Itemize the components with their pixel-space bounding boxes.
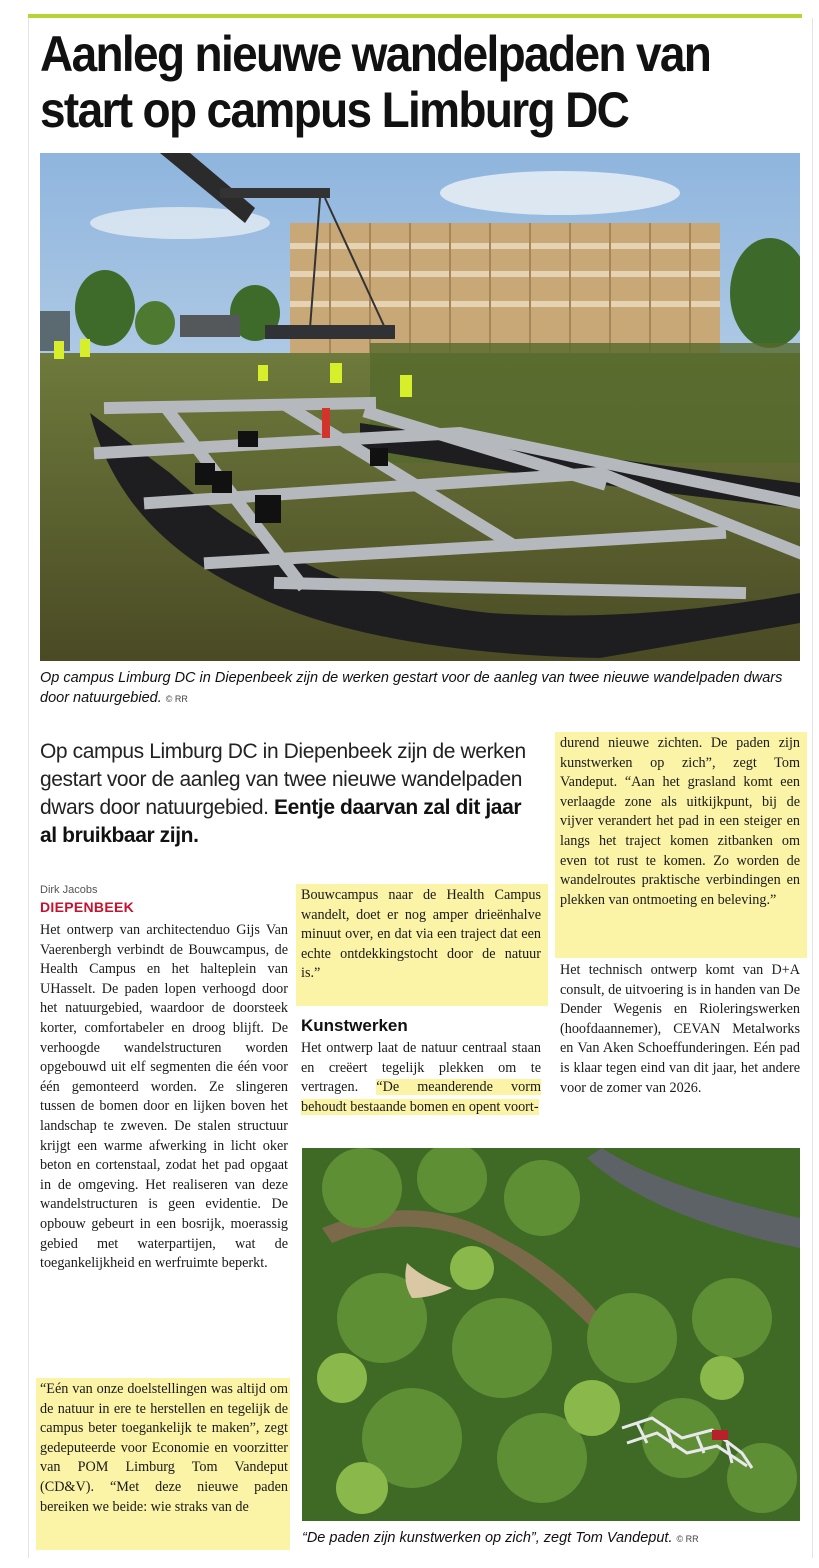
intro-paragraph xyxy=(40,738,540,850)
intro-bold-text: Eentje daarvan zal dit jaar al bruikbaar zijn. xyxy=(40,796,522,847)
quote-paragraph: “Eén van onze doelstellingen was altijd om de natuur in ere te herstellen en tegelijk de campus beter toegankelijk te maken”, zegt gedeputeerde voor Economie en voorzitter van POM Limburg Tom Vandeput (CD&V). “Met deze nieuwe paden bereiken we beide: wie straks van de xyxy=(40,1381,288,1515)
body-paragraph: Het technisch ontwerp komt van D+A consult, de uitvoering is in handen van De Dender Wegenis en Rioleringswerken (hoofdaannemer), CEVAN Metalworks en Van Aken Schoeffunderingen. Eén pad is klaar tegen eind van dit jaar, het andere voor de zomer van 2026. xyxy=(560,962,800,1096)
photo-caption xyxy=(40,668,810,709)
author-byline: Dirk Jacobs xyxy=(40,884,98,896)
photo-credit: © RR xyxy=(676,1534,699,1544)
column-rule-right xyxy=(812,18,813,1558)
section-subhead: Kunstwerken xyxy=(301,1016,408,1035)
photo-credit: © RR xyxy=(165,694,188,704)
aerial-photo xyxy=(302,1148,800,1521)
headline: Aanleg nieuwe wandelpaden van start op campus Limburg DC xyxy=(40,26,711,138)
intro-text: Op campus Limburg DC in Diepenbeek zijn de werken gestart voor de aanleg van twee nieuwe wandelpaden dwars door natuurgebied. xyxy=(40,740,526,819)
accent-bar xyxy=(28,14,802,18)
body-paragraph: Het ontwerp van architectenduo Gijs Van Vaerenbergh verbindt de Bouwcampus, de Health Campus en het halteplein van UHasselt. De paden lopen verhoogd door het natuurgebied, waardoor de doorsteek korter, comfortabeler en droog blijft. De verhoogde wandelstructuren worden opgebouwd uit elf segmenten die één voor één gemonteerd worden. Ze slingeren tussen de bomen door en lijken boven het landschap te zweven. De stalen structuur krijgt een warme afwerking in licht oker beton en cortenstaal, zodat het pad opgaat in de omgeving. Het realiseren van deze wandelstructuren is geen evidentie. De opbouw gebeurt in een bosrijk, moerassig gebied met waterpartijen, wat de toegankelijkheid en werfruimte beperkt. xyxy=(40,922,288,1272)
quote-paragraph: Bouwcampus naar de Health Campus wandelt, doet er nog amper drieënhalve minuut over, en dat via een traject dat een echte ontdekkingstocht door de natuur is.” xyxy=(301,887,541,982)
photo-caption-text: “De paden zijn kunstwerken op zich”, zegt Tom Vandeput. xyxy=(302,1530,673,1546)
photo-caption xyxy=(302,1528,802,1549)
body-text: Het ontwerp laat de natuur centraal staan en creëert tegelijk plekken om te vertragen. xyxy=(301,1040,541,1096)
construction-photo xyxy=(40,153,800,661)
body-paragraph xyxy=(301,1039,541,1117)
dateline: DIEPENBEEK xyxy=(40,899,135,915)
column-rule-left xyxy=(28,18,29,1558)
photo-caption-text: Op campus Limburg DC in Diepenbeek zijn de werken gestart voor de aanleg van twee nieuwe wandelpaden dwars door natuurgebied. xyxy=(40,670,783,706)
quote-text: “De meanderende vorm behoudt bestaande bomen en opent voort- xyxy=(301,1079,541,1115)
quote-paragraph: durend nieuwe zichten. De paden zijn kunstwerken op zich”, zegt Tom Vandeput. “Aan het grasland komt een verlaagde zone als uitkijkpunt, bij de vijver verandert het pad in een steiger en langs het traject komen zitbanken om even tot rust te komen. Zo worden de wandelroutes praktische verbindingen en plekken van ontmoeting en beleving.” xyxy=(560,735,800,908)
